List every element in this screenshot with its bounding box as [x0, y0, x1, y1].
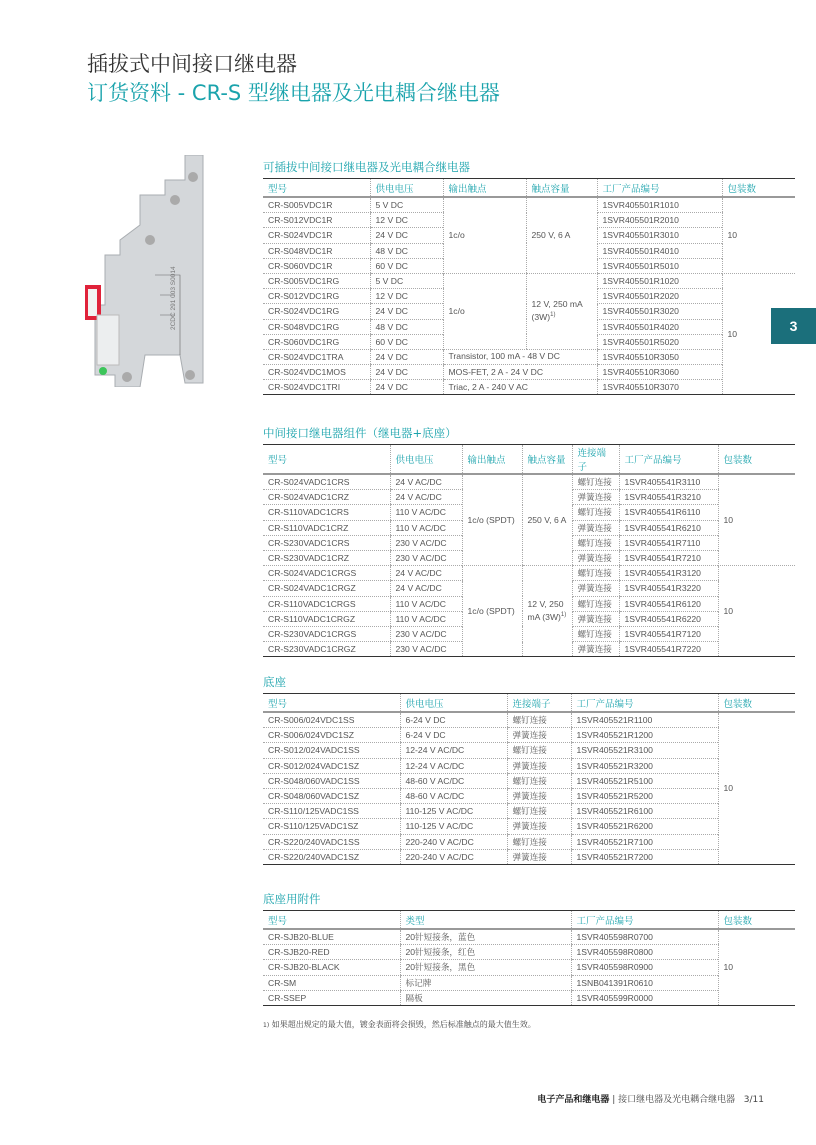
table-cell: 24 V DC: [370, 349, 443, 364]
table-cell: 220-240 V AC/DC: [400, 834, 507, 849]
table-cell: CR-S024VDC1RG: [263, 304, 370, 319]
footnote-text: 如果超出规定的最大值，镀金表面将会损毁，然后标准触点的最大值生效。: [271, 1020, 536, 1029]
table-cell: 弹簧连接: [572, 550, 619, 565]
table-row: [263, 849, 795, 864]
cell-text: 10: [727, 328, 738, 339]
table-cell: CR-S048VDC1R: [263, 243, 370, 258]
table-row: [263, 990, 795, 1005]
column-header: 供电电压: [370, 179, 443, 198]
table-cell: [718, 474, 795, 566]
table-cell: 230 V AC/DC: [390, 642, 462, 657]
table-cell: 1SVR405598R0800: [571, 945, 718, 960]
table-cell: [722, 273, 795, 395]
section-tab[interactable]: 3: [771, 308, 816, 344]
column-header: 触点容量: [526, 179, 597, 198]
table-cell: 20针短接条，红色: [400, 945, 571, 960]
table-row: [263, 474, 795, 490]
table-cell: CR-S006/024VDC1SS: [263, 712, 400, 728]
footer-section: 接口继电器及光电耦合继电器: [618, 1095, 736, 1105]
table-cell: 110 V AC/DC: [390, 520, 462, 535]
cell-text: 250 V, 6 A: [531, 229, 571, 240]
table-cell: 标记牌: [400, 975, 571, 990]
table-cell: 1SVR405541R3110: [619, 474, 718, 490]
table-cell: CR-S024VDC1MOS: [263, 365, 370, 380]
table-row: [263, 197, 795, 213]
table-cell: [443, 273, 526, 349]
table-cell: 110 V AC/DC: [390, 505, 462, 520]
table-row: [263, 728, 795, 743]
column-header: 包装数: [718, 911, 795, 930]
header-row: [263, 179, 795, 198]
table-row: [263, 804, 795, 819]
cell-text: 10: [727, 229, 738, 240]
column-header: 输出触点: [462, 445, 522, 475]
table-cell: 5 V DC: [370, 197, 443, 213]
table-row: [263, 712, 795, 728]
table-row: [263, 273, 795, 288]
table-cell: 220-240 V AC/DC: [400, 849, 507, 864]
table-cell: 螺钉连接: [507, 773, 571, 788]
table-row: [263, 975, 795, 990]
table-cell: 12-24 V AC/DC: [400, 758, 507, 773]
section-title: 底座: [263, 675, 286, 689]
table-cell: [718, 712, 795, 864]
table-row: [263, 566, 795, 581]
cell-text: Transistor, 100 mA - 48 V DC: [448, 351, 560, 362]
footnote-ref: 1): [550, 312, 556, 319]
table-cell: 24 V AC/DC: [390, 566, 462, 581]
table-cell: 螺钉连接: [507, 712, 571, 728]
column-header: 包装数: [718, 694, 795, 713]
cell-text: 250 V, 6 A: [527, 514, 567, 525]
product-table: [263, 693, 795, 865]
table-cell: [443, 349, 597, 364]
relay-product-image: [85, 155, 205, 387]
table-cell: CR-S230VADC1CRGZ: [263, 642, 390, 657]
table-cell: CR-S110/125VADC1SS: [263, 804, 400, 819]
table-cell: 螺钉连接: [507, 743, 571, 758]
table-cell: 1SVR405599R0000: [571, 990, 718, 1005]
table-cell: CR-S024VADC1CRGS: [263, 566, 390, 581]
table-cell: CR-S024VADC1CRGZ: [263, 581, 390, 596]
header-row: [263, 911, 795, 930]
table-cell: 1SVR405598R0700: [571, 929, 718, 945]
table-cell: 1SVR405541R6210: [619, 520, 718, 535]
table-row: [263, 743, 795, 758]
table-cell: 24 V DC: [370, 380, 443, 395]
table-cell: 1SVR405521R7200: [571, 849, 718, 864]
cell-text: 1c/o (SPDT): [467, 605, 515, 616]
table-row: [263, 365, 795, 380]
table-cell: 48 V DC: [370, 243, 443, 258]
table-cell: 弹簧连接: [507, 788, 571, 803]
table-cell: 1SVR405510R3050: [597, 349, 722, 364]
table-row: [263, 349, 795, 364]
table-cell: [462, 474, 522, 566]
table-cell: 1SVR405521R6100: [571, 804, 718, 819]
table-cell: 螺钉连接: [572, 474, 619, 490]
table-cell: CR-S048/060VADC1SZ: [263, 788, 400, 803]
table-cell: CR-S024VDC1TRI: [263, 380, 370, 395]
table-cell: 12 V DC: [370, 213, 443, 228]
table-cell: 48 V DC: [370, 319, 443, 334]
table-cell: CR-S024VADC1CRZ: [263, 490, 390, 505]
table-cell: CR-S060VDC1RG: [263, 334, 370, 349]
image-code: 2CDC 291 003 S0014: [170, 266, 177, 330]
column-header: 型号: [263, 911, 400, 930]
cell-text: 12 V, 250 mA (3W): [527, 599, 564, 623]
table-cell: 1SVR405521R5200: [571, 788, 718, 803]
table-cell: CR-S110VADC1CRZ: [263, 520, 390, 535]
table-cell: 1SVR405521R7100: [571, 834, 718, 849]
table-cell: CR-S024VDC1R: [263, 228, 370, 243]
table-cell: 1SVR405501R1020: [597, 273, 722, 288]
column-header: 工厂产品编号: [597, 179, 722, 198]
table-row: [263, 788, 795, 803]
table-cell: CR-S230VADC1CRGS: [263, 626, 390, 641]
table-cell: 6-24 V DC: [400, 728, 507, 743]
column-header: 输出触点: [443, 179, 526, 198]
table-cell: CR-S110VADC1CRGS: [263, 596, 390, 611]
column-header: 型号: [263, 694, 400, 713]
table-cell: 1SVR405521R3200: [571, 758, 718, 773]
column-header: 工厂产品编号: [571, 911, 718, 930]
table-cell: 60 V DC: [370, 334, 443, 349]
column-header: 型号: [263, 179, 370, 198]
table-cell: CR-S220/240VADC1SS: [263, 834, 400, 849]
column-header: 连接端子: [507, 694, 571, 713]
table-cell: CR-S005VDC1R: [263, 197, 370, 213]
table-row: [263, 380, 795, 395]
page-subtitle: 订货资料 - CR-S 型继电器及光电耦合继电器: [87, 81, 500, 105]
table-cell: 弹簧连接: [572, 611, 619, 626]
table-cell: 24 V AC/DC: [390, 490, 462, 505]
table-cell: 24 V AC/DC: [390, 581, 462, 596]
table-cell: CR-S060VDC1R: [263, 258, 370, 273]
table-cell: 110 V AC/DC: [390, 611, 462, 626]
table-cell: CR-S048VDC1RG: [263, 319, 370, 334]
table-cell: 48-60 V AC/DC: [400, 788, 507, 803]
table-cell: 60 V DC: [370, 258, 443, 273]
page-number: 3/11: [743, 1095, 764, 1105]
table-row: [263, 834, 795, 849]
table-cell: CR-SM: [263, 975, 400, 990]
cell-text: Triac, 2 A - 240 V AC: [448, 381, 528, 392]
column-header: 包装数: [722, 179, 795, 198]
table-cell: 螺钉连接: [572, 535, 619, 550]
table-cell: 1SVR405501R1010: [597, 197, 722, 213]
table-cell: 1SNB041391R0610: [571, 975, 718, 990]
table-cell: CR-S012/024VADC1SS: [263, 743, 400, 758]
table-cell: 螺钉连接: [507, 804, 571, 819]
relay-assembly-table-section: [263, 425, 795, 657]
table-cell: CR-S006/024VDC1SZ: [263, 728, 400, 743]
header-row: [263, 694, 795, 713]
column-header: 触点容量: [522, 445, 572, 475]
table-cell: 弹簧连接: [572, 520, 619, 535]
table-cell: 1SVR405541R3210: [619, 490, 718, 505]
table-cell: 螺钉连接: [572, 626, 619, 641]
table-row: [263, 773, 795, 788]
table-cell: 1SVR405510R3060: [597, 365, 722, 380]
cell-text: 1c/o: [448, 229, 465, 240]
table-cell: 1SVR405541R7210: [619, 550, 718, 565]
table-cell: [526, 197, 597, 273]
table-cell: CR-SJB20-BLACK: [263, 960, 400, 975]
footnote-ref: 1): [560, 612, 567, 619]
cell-text: 1c/o (SPDT): [467, 514, 515, 525]
table-cell: 5 V DC: [370, 273, 443, 288]
socket-table-section: [263, 674, 795, 865]
table-cell: [722, 197, 795, 273]
table-cell: CR-S230VADC1CRS: [263, 535, 390, 550]
table-cell: 1SVR405541R7120: [619, 626, 718, 641]
table-cell: 24 V DC: [370, 304, 443, 319]
section-title: 中间接口继电器组件（继电器+底座）: [263, 426, 457, 440]
table-cell: 1SVR405541R6220: [619, 611, 718, 626]
footer-category: 电子产品和继电器: [537, 1095, 610, 1105]
table-cell: [443, 197, 526, 273]
cell-text: MOS-FET, 2 A - 24 V DC: [448, 366, 544, 377]
table-cell: 弹簧连接: [507, 758, 571, 773]
table-cell: CR-SJB20-BLUE: [263, 929, 400, 945]
cell-text: 1c/o: [448, 305, 465, 316]
table-cell: 弹簧连接: [572, 581, 619, 596]
table-cell: [718, 929, 795, 1005]
table-cell: CR-S012VDC1R: [263, 213, 370, 228]
table-cell: 螺钉连接: [507, 834, 571, 849]
table-cell: 20针短接条，黑色: [400, 960, 571, 975]
table-cell: 1SVR405541R6120: [619, 596, 718, 611]
table-cell: CR-S048/060VADC1SS: [263, 773, 400, 788]
table-row: [263, 960, 795, 975]
table-cell: CR-S012/024VADC1SZ: [263, 758, 400, 773]
table-cell: 螺钉连接: [572, 505, 619, 520]
table-cell: 230 V AC/DC: [390, 626, 462, 641]
table-cell: 12 V DC: [370, 289, 443, 304]
column-header: 工厂产品编号: [571, 694, 718, 713]
table-cell: 1SVR405521R3100: [571, 743, 718, 758]
table-cell: 1SVR405541R7220: [619, 642, 718, 657]
section-title: 可插拔中间接口继电器及光电耦合继电器: [263, 160, 470, 174]
table-cell: 弹簧连接: [507, 819, 571, 834]
table-cell: 1SVR405501R5020: [597, 334, 722, 349]
table-cell: CR-S024VADC1CRS: [263, 474, 390, 490]
cell-text: 10: [723, 782, 734, 793]
table-cell: 弹簧连接: [572, 490, 619, 505]
table-cell: 1SVR405501R2020: [597, 289, 722, 304]
table-cell: 1SVR405541R7110: [619, 535, 718, 550]
table-cell: 24 V AC/DC: [390, 474, 462, 490]
table-cell: 1SVR405541R3220: [619, 581, 718, 596]
page-footer: 电子产品和继电器 | 接口继电器及光电耦合继电器 3/11: [537, 1095, 764, 1105]
table-cell: 1SVR405501R4020: [597, 319, 722, 334]
table-cell: 1SVR405501R4010: [597, 243, 722, 258]
relay-table-section: [263, 159, 795, 395]
table-cell: 6-24 V DC: [400, 712, 507, 728]
table-cell: 1SVR405501R5010: [597, 258, 722, 273]
table-cell: CR-S230VADC1CRZ: [263, 550, 390, 565]
table-cell: 24 V DC: [370, 228, 443, 243]
table-cell: 1SVR405521R1100: [571, 712, 718, 728]
table-cell: 1SVR405501R3010: [597, 228, 722, 243]
table-cell: CR-S110VADC1CRGZ: [263, 611, 390, 626]
table-cell: 1SVR405521R1200: [571, 728, 718, 743]
footnote: [263, 1019, 536, 1030]
column-header: 供电电压: [390, 445, 462, 475]
table-cell: 12-24 V AC/DC: [400, 743, 507, 758]
table-cell: CR-S220/240VADC1SZ: [263, 849, 400, 864]
table-cell: [718, 566, 795, 657]
header-row: [263, 445, 795, 475]
table-row: [263, 945, 795, 960]
cell-text: 10: [723, 605, 734, 616]
cell-text: 12 V, 250 mA (3W): [531, 299, 583, 323]
page-title: 插拔式中间接口继电器: [87, 52, 297, 76]
table-cell: 48-60 V AC/DC: [400, 773, 507, 788]
cell-text: 10: [723, 514, 734, 525]
table-cell: 螺钉连接: [572, 596, 619, 611]
table-row: [263, 929, 795, 945]
table-cell: 110 V AC/DC: [390, 596, 462, 611]
table-cell: CR-S110VADC1CRS: [263, 505, 390, 520]
table-cell: [443, 365, 597, 380]
table-cell: 1SVR405510R3070: [597, 380, 722, 395]
table-cell: 230 V AC/DC: [390, 550, 462, 565]
section-title: 底座用附件: [263, 892, 321, 906]
table-cell: [443, 380, 597, 395]
table-cell: 螺钉连接: [572, 566, 619, 581]
table-cell: [522, 474, 572, 566]
table-cell: 24 V DC: [370, 365, 443, 380]
column-header: 型号: [263, 445, 390, 475]
product-table: [263, 910, 795, 1006]
table-cell: CR-S110/125VADC1SZ: [263, 819, 400, 834]
table-cell: CR-S024VDC1TRA: [263, 349, 370, 364]
table-cell: 1SVR405521R5100: [571, 773, 718, 788]
table-row: [263, 758, 795, 773]
table-cell: 1SVR405501R3020: [597, 304, 722, 319]
table-cell: [462, 566, 522, 657]
footnote-mark: 1): [263, 1022, 270, 1029]
product-table: [263, 444, 795, 657]
table-row: [263, 819, 795, 834]
table-cell: CR-S012VDC1RG: [263, 289, 370, 304]
column-header: 连接端子: [572, 445, 619, 475]
table-cell: 1SVR405541R6110: [619, 505, 718, 520]
table-cell: 弹簧连接: [572, 642, 619, 657]
table-cell: 110-125 V AC/DC: [400, 819, 507, 834]
table-cell: 230 V AC/DC: [390, 535, 462, 550]
table-cell: 隔板: [400, 990, 571, 1005]
column-header: 类型: [400, 911, 571, 930]
table-cell: CR-SSEP: [263, 990, 400, 1005]
table-cell: 弹簧连接: [507, 849, 571, 864]
product-table: [263, 178, 795, 395]
table-cell: 1SVR405521R6200: [571, 819, 718, 834]
column-header: 工厂产品编号: [619, 445, 718, 475]
accessory-table-section: [263, 891, 795, 1006]
table-cell: [526, 273, 597, 349]
table-cell: 1SVR405598R0900: [571, 960, 718, 975]
table-cell: CR-SJB20-RED: [263, 945, 400, 960]
table-cell: 弹簧连接: [507, 728, 571, 743]
table-cell: 1SVR405541R3120: [619, 566, 718, 581]
table-cell: 1SVR405501R2010: [597, 213, 722, 228]
column-header: 包装数: [718, 445, 795, 475]
table-cell: CR-S005VDC1RG: [263, 273, 370, 288]
column-header: 供电电压: [400, 694, 507, 713]
cell-text: 10: [723, 961, 734, 972]
table-cell: 20针短接条，蓝色: [400, 929, 571, 945]
table-cell: 110-125 V AC/DC: [400, 804, 507, 819]
table-cell: [522, 566, 572, 657]
